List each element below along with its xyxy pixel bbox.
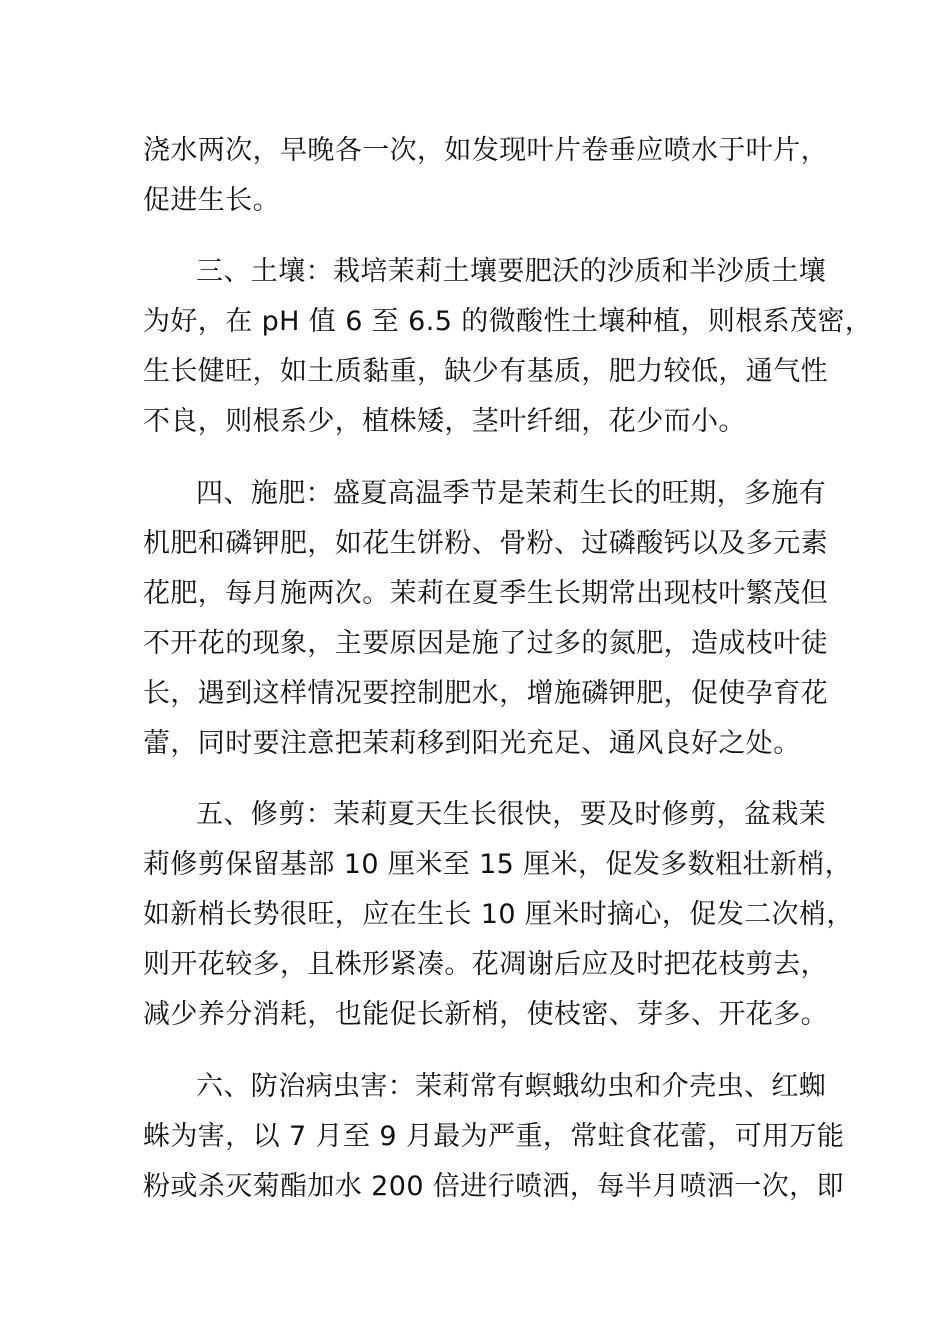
text-line: 不良，则根系少，植株矮，茎叶纤细，花少而小。 bbox=[143, 406, 746, 437]
text-line: 花肥，每月施两次。茉莉在夏季生长期常出现枝叶繁茂但 bbox=[143, 578, 828, 609]
text-line: 莉修剪保留基部 10 厘米至 15 厘米，促发多数粗壮新梢， bbox=[143, 849, 853, 880]
text-line: 机肥和磷钾肥，如花生饼粉、骨粉、过磷酸钙以及多元素 bbox=[143, 528, 828, 559]
text-line: 浇水两次，早晚各一次，如发现叶片卷垂应喷水于叶片， bbox=[143, 135, 828, 166]
text-line: 长，遇到这样情况要控制肥水，增施磷钾肥，促使孕育花 bbox=[143, 678, 828, 709]
text-line: 促进生长。 bbox=[143, 185, 280, 216]
paragraph-heading-line: 四、施肥：盛夏高温季节是茉莉生长的旺期，多施有 bbox=[196, 478, 827, 509]
text-line: 粉或杀灭菊酯加水 200 倍进行喷洒，每半月喷洒一次，即 bbox=[143, 1171, 844, 1202]
paragraph-heading-line: 六、防治病虫害：茉莉常有螟蛾幼虫和介壳虫、红蜘 bbox=[196, 1071, 827, 1102]
paragraph-heading-line: 三、土壤：栽培茉莉土壤要肥沃的沙质和半沙质土壤 bbox=[196, 256, 827, 287]
text-line: 减少养分消耗，也能促长新梢，使枝密、芽多、开花多。 bbox=[143, 999, 828, 1030]
text-line: 不开花的现象，主要原因是施了过多的氮肥，造成枝叶徒 bbox=[143, 628, 828, 659]
paragraph-heading-line: 五、修剪：茉莉夏天生长很快，要及时修剪，盆栽茉 bbox=[196, 799, 827, 830]
text-line: 则开花较多，且株形紧凑。花凋谢后应及时把花枝剪去， bbox=[143, 949, 828, 980]
text-line: 为好，在 pH 值 6 至 6.5 的微酸性土壤种植，则根系茂密， bbox=[143, 306, 873, 337]
text-line: 如新梢长势很旺，应在生长 10 厘米时摘心，促发二次梢， bbox=[143, 899, 854, 930]
text-line: 蛛为害，以 7 月至 9 月最为严重，常蛀食花蕾，可用万能 bbox=[143, 1121, 845, 1152]
text-line: 生长健旺，如土质黏重，缺少有基质，肥力较低，通气性 bbox=[143, 356, 828, 387]
text-line: 蕾，同时要注意把茉莉移到阳光充足、通风良好之处。 bbox=[143, 728, 801, 759]
